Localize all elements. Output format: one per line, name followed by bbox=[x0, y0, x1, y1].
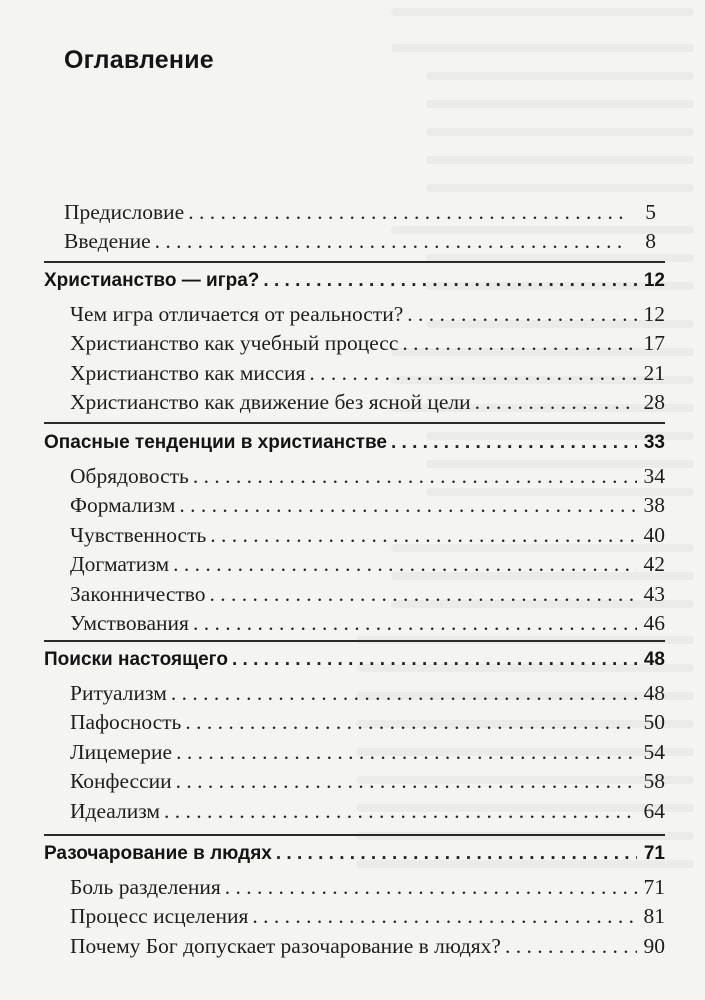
toc-entry-page-number: 34 bbox=[643, 464, 665, 488]
section-divider bbox=[44, 422, 665, 424]
toc-entry-label: Идеализм bbox=[70, 799, 161, 823]
toc-entry-page-number: 42 bbox=[643, 552, 665, 576]
toc-entry-page-number: 40 bbox=[643, 523, 665, 547]
toc-entry bbox=[70, 903, 665, 929]
toc-entry bbox=[70, 522, 665, 548]
toc-entry bbox=[70, 709, 665, 735]
toc-entry-label: Законничество bbox=[70, 582, 206, 606]
toc-entry bbox=[70, 768, 665, 794]
toc-entry-label: Предисловие bbox=[64, 200, 185, 224]
toc-entry-page-number: 58 bbox=[643, 769, 665, 793]
toc-entry-page-number: 12 bbox=[643, 302, 665, 326]
dot-leader bbox=[155, 228, 628, 254]
toc-entry-page-number: 71 bbox=[643, 875, 665, 899]
toc-entry-page-number: 54 bbox=[643, 740, 665, 764]
dot-leader bbox=[176, 739, 637, 765]
toc-section-heading bbox=[44, 268, 665, 294]
section-divider bbox=[44, 261, 665, 263]
toc-entry bbox=[70, 680, 665, 706]
toc-section-heading-label: Опасные тенденции в христианстве bbox=[44, 432, 387, 453]
toc-section-heading bbox=[44, 841, 665, 867]
toc-entry bbox=[70, 301, 665, 327]
toc-section-heading-label: Разочарование в людях bbox=[44, 843, 272, 864]
toc-entry bbox=[70, 798, 665, 824]
toc-entry-label: Христианство как миссия bbox=[70, 361, 306, 385]
dot-leader bbox=[407, 301, 637, 327]
toc-entry bbox=[70, 463, 665, 489]
toc-entry bbox=[70, 389, 665, 415]
toc-entry bbox=[70, 330, 665, 356]
toc-entry-page-number: 48 bbox=[643, 681, 665, 705]
toc-entry-label: Христианство как учебный процесс bbox=[70, 331, 399, 355]
dot-leader bbox=[193, 610, 637, 636]
toc-entry-page-number: 28 bbox=[643, 390, 665, 414]
toc-entry-page-number: 81 bbox=[643, 904, 665, 928]
toc-entry-label: Введение bbox=[64, 229, 151, 253]
dot-leader bbox=[210, 522, 637, 548]
dot-leader bbox=[173, 551, 637, 577]
toc-entry bbox=[70, 492, 665, 518]
toc-section-heading-page-number: 48 bbox=[643, 649, 665, 670]
dot-leader bbox=[179, 492, 637, 518]
toc-entry-label: Лицемерие bbox=[70, 740, 173, 764]
toc-entry-page-number: 5 bbox=[645, 200, 656, 224]
toc-entry-page-number: 38 bbox=[643, 493, 665, 517]
toc-title: Оглавление bbox=[64, 46, 214, 74]
dot-leader bbox=[505, 933, 637, 959]
toc-entry bbox=[70, 933, 665, 959]
toc-entry-label: Обрядовость bbox=[70, 464, 189, 488]
toc-section-heading-page-number: 71 bbox=[643, 843, 665, 864]
section-divider bbox=[44, 834, 665, 836]
dot-leader bbox=[402, 330, 637, 356]
dot-leader bbox=[185, 709, 637, 735]
toc-entry bbox=[64, 199, 656, 225]
toc-entry-label: Христианство как движение без ясной цели bbox=[70, 390, 471, 414]
dot-leader bbox=[188, 199, 628, 225]
dot-leader bbox=[176, 768, 637, 794]
dot-leader bbox=[309, 360, 637, 386]
dot-leader bbox=[276, 841, 637, 867]
toc-entry-page-number: 46 bbox=[643, 611, 665, 635]
toc-entry bbox=[70, 739, 665, 765]
dot-leader bbox=[263, 268, 637, 294]
dot-leader bbox=[210, 581, 637, 607]
toc-entry-label: Пафосность bbox=[70, 710, 182, 734]
toc-section-heading-label: Поиски настоящего bbox=[44, 649, 228, 670]
section-divider bbox=[44, 640, 665, 642]
toc-entry-page-number: 8 bbox=[645, 229, 656, 253]
toc-entry bbox=[70, 360, 665, 386]
toc-section-heading-label: Христианство — игра? bbox=[44, 270, 260, 291]
toc-entry bbox=[70, 874, 665, 900]
toc-entry bbox=[70, 551, 665, 577]
toc-section-heading bbox=[44, 430, 665, 456]
toc-section-heading bbox=[44, 647, 665, 673]
dot-leader bbox=[171, 680, 637, 706]
toc-entry bbox=[70, 610, 665, 636]
dot-leader bbox=[193, 463, 637, 489]
toc-entry-label: Чувственность bbox=[70, 523, 207, 547]
toc-entry-label: Догматизм bbox=[70, 552, 170, 576]
toc-entry-label: Ритуализм bbox=[70, 681, 167, 705]
toc-entry-page-number: 64 bbox=[643, 799, 665, 823]
toc-section-heading-page-number: 12 bbox=[643, 270, 665, 291]
toc-entry-label: Процесс исцеления bbox=[70, 904, 249, 928]
toc-entry bbox=[64, 228, 656, 254]
toc-entry-page-number: 43 bbox=[643, 582, 665, 606]
toc-entry-page-number: 21 bbox=[643, 361, 665, 385]
toc-entry-label: Формализм bbox=[70, 493, 176, 517]
toc-entry-label: Конфессии bbox=[70, 769, 172, 793]
dot-leader bbox=[225, 874, 637, 900]
dot-leader bbox=[475, 389, 637, 415]
toc-section-heading-page-number: 33 bbox=[643, 432, 665, 453]
dot-leader bbox=[232, 647, 637, 673]
toc-entry-page-number: 50 bbox=[643, 710, 665, 734]
dot-leader bbox=[391, 430, 637, 456]
toc-entry bbox=[70, 581, 665, 607]
toc-entry-label: Почему Бог допускает разочарование в людях? bbox=[70, 934, 501, 958]
toc-entry-label: Боль разделения bbox=[70, 875, 221, 899]
toc-entry-label: Чем игра отличается от реальности? bbox=[70, 302, 404, 326]
toc-entry-label: Умствования bbox=[70, 611, 189, 635]
toc-entry-page-number: 90 bbox=[643, 934, 665, 958]
toc-entry-page-number: 17 bbox=[643, 331, 665, 355]
dot-leader bbox=[252, 903, 637, 929]
dot-leader bbox=[164, 798, 637, 824]
